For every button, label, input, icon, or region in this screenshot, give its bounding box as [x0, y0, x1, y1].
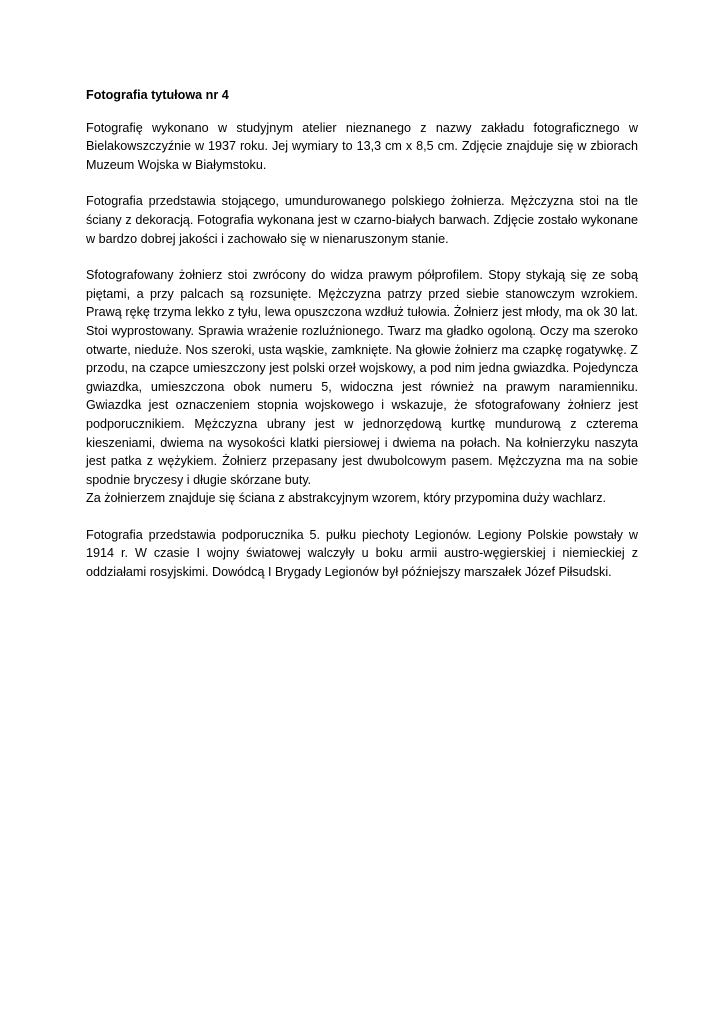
paragraph-photo-origin: Fotografię wykonano w studyjnym atelier nieznanego z nazwy zakładu fotograficznego w Bielakowszczyźnie w 1937 roku. Jej wymiary to 13,3 cm x 8,5 cm. Zdjęcie znajduje się w zbiorach Muzeum Wojska w Białymstoku.: [86, 120, 638, 172]
paragraph-historical-context: Fotografia przedstawia podporucznika 5. pułku piechoty Legionów. Legiony Polskie powstały w 1914 r. W czasie I wojny światowej walczyły u boku armii austro-węgierskiej i niemieckiej z oddziałami rosyjskimi. Dowódcą I Brygady Legionów był późniejszy marszałek Józef Piłsudski.: [86, 527, 638, 580]
document-body: [86, 86, 638, 600]
paragraph-photo-overview: Fotografia przedstawia stojącego, umundurowanego polskiego żołnierza. Mężczyzna stoi na tle ściany z dekoracją. Fotografia wykonana jest w czarno-białych barwach. Zdjęcie zostało wykonane w bardzo dobrej jakości i zachowało się w nienaruszonym stanie.: [86, 194, 638, 246]
paragraph-background-wall: Za żołnierzem znajduje się ściana z abstrakcyjnym wzorem, który przypomina duży wachlarz.: [86, 491, 607, 506]
paragraph-soldier-description: Sfotografowany żołnierz stoi zwrócony do widza prawym półprofilem. Stopy stykają się ze sobą piętami, a przy palcach są rozsunięte. Mężczyzna patrzy przed siebie stanowczym wzrokiem. Prawą rękę trzyma lekko z tyłu, lewa opuszczona wzdłuż tułowia. Żołnierz jest młody, ma ok 30 lat. Stoi wyprostowany. Sprawia wrażenie rozluźnionego. Twarz ma gładko ogoloną. Oczy ma szeroko otwarte, nieduże. Nos szeroki, usta wąskie, zamknięte. Na głowie żołnierz ma czapkę rogatywkę. Z przodu, na czapce umieszczony jest polski orzeł wojskowy, a pod nim jedna gwiazdka. Pojedyncza gwiazdka, umieszczona obok numeru 5, widoczna jest również na prawym naramienniku. Gwiazdka jest oznaczeniem stopnia wojskowego i wskazuje, że sfotografowany żołnierz jest podporucznikiem. Mężczyzna ubrany jest w jednorzędową kurtkę mundurową z czterema kieszeniami, dwiema na wysokości klatki piersiowej i dwiema na połach. Na kołnierzyku naszyta jest patka z wężykiem. Żołnierz przepasany jest dwubolcowym pasem. Mężczyzna ma na sobie spodnie bryczesy i długie skórzane buty.: [86, 268, 638, 487]
document-title: Fotografia tytułowa nr 4: [86, 88, 229, 102]
